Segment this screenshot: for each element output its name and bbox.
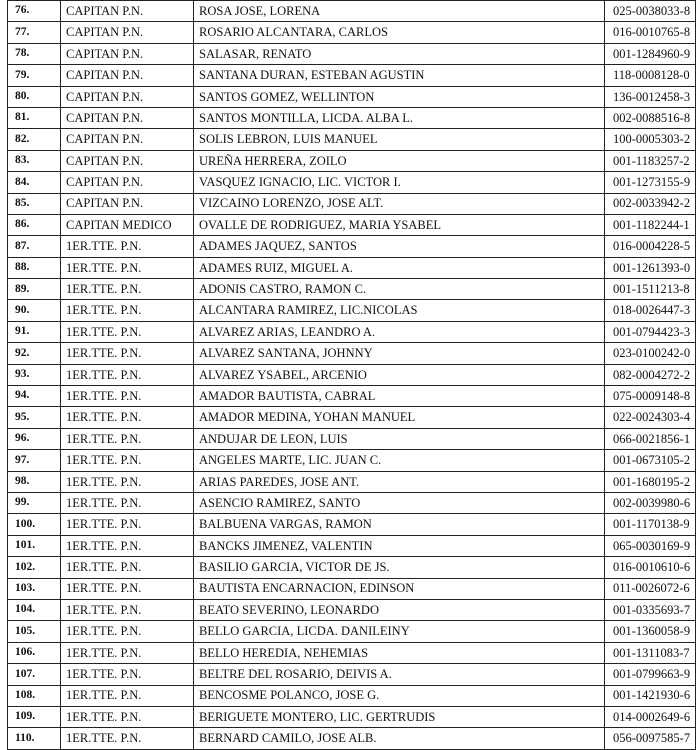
name-cell: AMADOR BAUTISTA, CABRAL (194, 386, 605, 407)
rank-cell: 1ER.TTE. P.N. (61, 428, 194, 449)
cedula-cell: 002-0039980-6 (605, 492, 696, 513)
rank-cell: 1ER.TTE. P.N. (61, 664, 194, 685)
cedula-cell: 018-0026447-3 (605, 300, 696, 321)
row-number: 84. (8, 172, 61, 193)
name-cell: BELLO HEREDIA, NEHEMIAS (194, 642, 605, 663)
cedula-cell: 075-0009148-8 (605, 386, 696, 407)
cedula-cell: 082-0004272-2 (605, 364, 696, 385)
table-row (8, 343, 696, 364)
table-row (8, 300, 696, 321)
rank-cell: 1ER.TTE. P.N. (61, 514, 194, 535)
row-number: 78. (8, 43, 61, 64)
row-number: 81. (8, 107, 61, 128)
cedula-cell: 016-0010610-6 (605, 557, 696, 578)
row-number: 87. (8, 236, 61, 257)
name-cell: ANGELES MARTE, LIC. JUAN C. (194, 450, 605, 471)
table-row (8, 492, 696, 513)
name-cell: ARIAS PAREDES, JOSE ANT. (194, 471, 605, 492)
row-number: 107. (8, 664, 61, 685)
table-row (8, 236, 696, 257)
cedula-cell: 001-0799663-9 (605, 664, 696, 685)
row-number: 109. (8, 706, 61, 727)
name-cell: UREÑA HERRERA, ZOILO (194, 150, 605, 171)
row-number: 110. (8, 728, 61, 749)
name-cell: SANTANA DURAN, ESTEBAN AGUSTIN (194, 65, 605, 86)
rank-cell: CAPITAN P.N. (61, 150, 194, 171)
table-row (8, 428, 696, 449)
row-number: 106. (8, 642, 61, 663)
table-row (8, 514, 696, 535)
cedula-cell: 001-1273155-9 (605, 172, 696, 193)
table-row (8, 86, 696, 107)
table-row (8, 578, 696, 599)
rank-cell: 1ER.TTE. P.N. (61, 450, 194, 471)
table-row (8, 321, 696, 342)
cedula-cell: 001-1261393-0 (605, 257, 696, 278)
cedula-cell: 002-0088516-8 (605, 107, 696, 128)
cedula-cell: 011-0026072-6 (605, 578, 696, 599)
rank-cell: 1ER.TTE. P.N. (61, 599, 194, 620)
cedula-cell: 001-1183257-2 (605, 150, 696, 171)
row-number: 93. (8, 364, 61, 385)
name-cell: ALCANTARA RAMIREZ, LIC.NICOLAS (194, 300, 605, 321)
row-number: 92. (8, 343, 61, 364)
name-cell: BAUTISTA ENCARNACION, EDINSON (194, 578, 605, 599)
name-cell: ASENCIO RAMIREZ, SANTO (194, 492, 605, 513)
cedula-cell: 001-1511213-8 (605, 279, 696, 300)
row-number: 89. (8, 279, 61, 300)
cedula-cell: 001-0335693-7 (605, 599, 696, 620)
rank-cell: 1ER.TTE. P.N. (61, 492, 194, 513)
name-cell: ADAMES JAQUEZ, SANTOS (194, 236, 605, 257)
table-row (8, 599, 696, 620)
cedula-cell: 001-1360058-9 (605, 621, 696, 642)
cedula-cell: 025-0038033-8 (605, 1, 696, 22)
table-row (8, 364, 696, 385)
table-row (8, 407, 696, 428)
cedula-cell: 016-0010765-8 (605, 22, 696, 43)
table-row (8, 107, 696, 128)
name-cell: ALVAREZ YSABEL, ARCENIO (194, 364, 605, 385)
table-row (8, 257, 696, 278)
row-number: 103. (8, 578, 61, 599)
cedula-cell: 001-1421930-6 (605, 685, 696, 706)
rank-cell: 1ER.TTE. P.N. (61, 364, 194, 385)
row-number: 98. (8, 471, 61, 492)
rank-cell: 1ER.TTE. P.N. (61, 236, 194, 257)
table-row (8, 557, 696, 578)
name-cell: VIZCAINO LORENZO, JOSE ALT. (194, 193, 605, 214)
row-number: 108. (8, 685, 61, 706)
name-cell: BELLO GARCIA, LICDA. DANILEINY (194, 621, 605, 642)
cedula-cell: 001-1680195-2 (605, 471, 696, 492)
row-number: 80. (8, 86, 61, 107)
cedula-cell: 002-0033942-2 (605, 193, 696, 214)
name-cell: ADONIS CASTRO, RAMON C. (194, 279, 605, 300)
name-cell: BALBUENA VARGAS, RAMON (194, 514, 605, 535)
cedula-cell: 118-0008128-0 (605, 65, 696, 86)
row-number: 101. (8, 535, 61, 556)
name-cell: BEATO SEVERINO, LEONARDO (194, 599, 605, 620)
name-cell: BELTRE DEL ROSARIO, DEIVIS A. (194, 664, 605, 685)
row-number: 95. (8, 407, 61, 428)
table-row (8, 279, 696, 300)
row-number: 83. (8, 150, 61, 171)
row-number: 102. (8, 557, 61, 578)
cedula-cell: 056-0097585-7 (605, 728, 696, 749)
name-cell: ROSARIO ALCANTARA, CARLOS (194, 22, 605, 43)
row-number: 104. (8, 599, 61, 620)
rank-cell: CAPITAN P.N. (61, 172, 194, 193)
rank-cell: 1ER.TTE. P.N. (61, 407, 194, 428)
table-row (8, 535, 696, 556)
rank-cell: CAPITAN P.N. (61, 107, 194, 128)
table-row (8, 193, 696, 214)
cedula-cell: 001-1170138-9 (605, 514, 696, 535)
rank-cell: CAPITAN P.N. (61, 86, 194, 107)
name-cell: ADAMES RUIZ, MIGUEL A. (194, 257, 605, 278)
name-cell: BERIGUETE MONTERO, LIC. GERTRUDIS (194, 706, 605, 727)
rank-cell: 1ER.TTE. P.N. (61, 535, 194, 556)
rank-cell: CAPITAN MEDICO (61, 214, 194, 235)
personnel-table (7, 0, 696, 750)
document-page (7, 0, 695, 750)
cedula-cell: 001-0673105-2 (605, 450, 696, 471)
table-row (8, 214, 696, 235)
cedula-cell: 001-0794423-3 (605, 321, 696, 342)
cedula-cell: 001-1182244-1 (605, 214, 696, 235)
row-number: 94. (8, 386, 61, 407)
table-row (8, 43, 696, 64)
name-cell: AMADOR MEDINA, YOHAN MANUEL (194, 407, 605, 428)
name-cell: VASQUEZ IGNACIO, LIC. VICTOR I. (194, 172, 605, 193)
cedula-cell: 066-0021856-1 (605, 428, 696, 449)
name-cell: BASILIO GARCIA, VICTOR DE JS. (194, 557, 605, 578)
cedula-cell: 014-0002649-6 (605, 706, 696, 727)
row-number: 91. (8, 321, 61, 342)
rank-cell: 1ER.TTE. P.N. (61, 728, 194, 749)
rank-cell: 1ER.TTE. P.N. (61, 386, 194, 407)
rank-cell: 1ER.TTE. P.N. (61, 343, 194, 364)
rank-cell: 1ER.TTE. P.N. (61, 685, 194, 706)
row-number: 97. (8, 450, 61, 471)
table-row (8, 664, 696, 685)
row-number: 99. (8, 492, 61, 513)
row-number: 105. (8, 621, 61, 642)
rank-cell: CAPITAN P.N. (61, 193, 194, 214)
rank-cell: 1ER.TTE. P.N. (61, 557, 194, 578)
table-row (8, 386, 696, 407)
table-row (8, 1, 696, 22)
row-number: 88. (8, 257, 61, 278)
rank-cell: 1ER.TTE. P.N. (61, 642, 194, 663)
cedula-cell: 022-0024303-4 (605, 407, 696, 428)
rank-cell: CAPITAN P.N. (61, 22, 194, 43)
rank-cell: 1ER.TTE. P.N. (61, 300, 194, 321)
cedula-cell: 001-1284960-9 (605, 43, 696, 64)
name-cell: ROSA JOSE, LORENA (194, 1, 605, 22)
row-number: 85. (8, 193, 61, 214)
cedula-cell: 100-0005303-2 (605, 129, 696, 150)
rank-cell: 1ER.TTE. P.N. (61, 257, 194, 278)
rank-cell: CAPITAN P.N. (61, 65, 194, 86)
rank-cell: 1ER.TTE. P.N. (61, 621, 194, 642)
rank-cell: 1ER.TTE. P.N. (61, 578, 194, 599)
rank-cell: 1ER.TTE. P.N. (61, 471, 194, 492)
name-cell: BENCOSME POLANCO, JOSE G. (194, 685, 605, 706)
table-row (8, 728, 696, 749)
name-cell: SANTOS MONTILLA, LICDA. ALBA L. (194, 107, 605, 128)
name-cell: BERNARD CAMILO, JOSE ALB. (194, 728, 605, 749)
row-number: 86. (8, 214, 61, 235)
table-row (8, 685, 696, 706)
table-row (8, 471, 696, 492)
row-number: 76. (8, 1, 61, 22)
rank-cell: CAPITAN P.N. (61, 129, 194, 150)
table-row (8, 129, 696, 150)
rank-cell: 1ER.TTE. P.N. (61, 279, 194, 300)
cedula-cell: 023-0100242-0 (605, 343, 696, 364)
table-row (8, 65, 696, 86)
name-cell: OVALLE DE RODRIGUEZ, MARIA YSABEL (194, 214, 605, 235)
row-number: 100. (8, 514, 61, 535)
row-number: 77. (8, 22, 61, 43)
row-number: 90. (8, 300, 61, 321)
row-number: 96. (8, 428, 61, 449)
row-number: 79. (8, 65, 61, 86)
name-cell: SOLIS LEBRON, LUIS MANUEL (194, 129, 605, 150)
rank-cell: CAPITAN P.N. (61, 1, 194, 22)
table-row (8, 22, 696, 43)
table-row (8, 706, 696, 727)
table-row (8, 621, 696, 642)
row-number: 82. (8, 129, 61, 150)
personnel-table-body (8, 1, 696, 750)
table-row (8, 450, 696, 471)
table-row (8, 172, 696, 193)
name-cell: ANDUJAR DE LEON, LUIS (194, 428, 605, 449)
rank-cell: CAPITAN P.N. (61, 43, 194, 64)
cedula-cell: 065-0030169-9 (605, 535, 696, 556)
rank-cell: 1ER.TTE. P.N. (61, 706, 194, 727)
table-row (8, 150, 696, 171)
name-cell: BANCKS JIMENEZ, VALENTIN (194, 535, 605, 556)
name-cell: ALVAREZ ARIAS, LEANDRO A. (194, 321, 605, 342)
name-cell: ALVAREZ SANTANA, JOHNNY (194, 343, 605, 364)
table-row (8, 642, 696, 663)
cedula-cell: 136-0012458-3 (605, 86, 696, 107)
cedula-cell: 001-1311083-7 (605, 642, 696, 663)
name-cell: SALASAR, RENATO (194, 43, 605, 64)
rank-cell: 1ER.TTE. P.N. (61, 321, 194, 342)
name-cell: SANTOS GOMEZ, WELLINTON (194, 86, 605, 107)
cedula-cell: 016-0004228-5 (605, 236, 696, 257)
